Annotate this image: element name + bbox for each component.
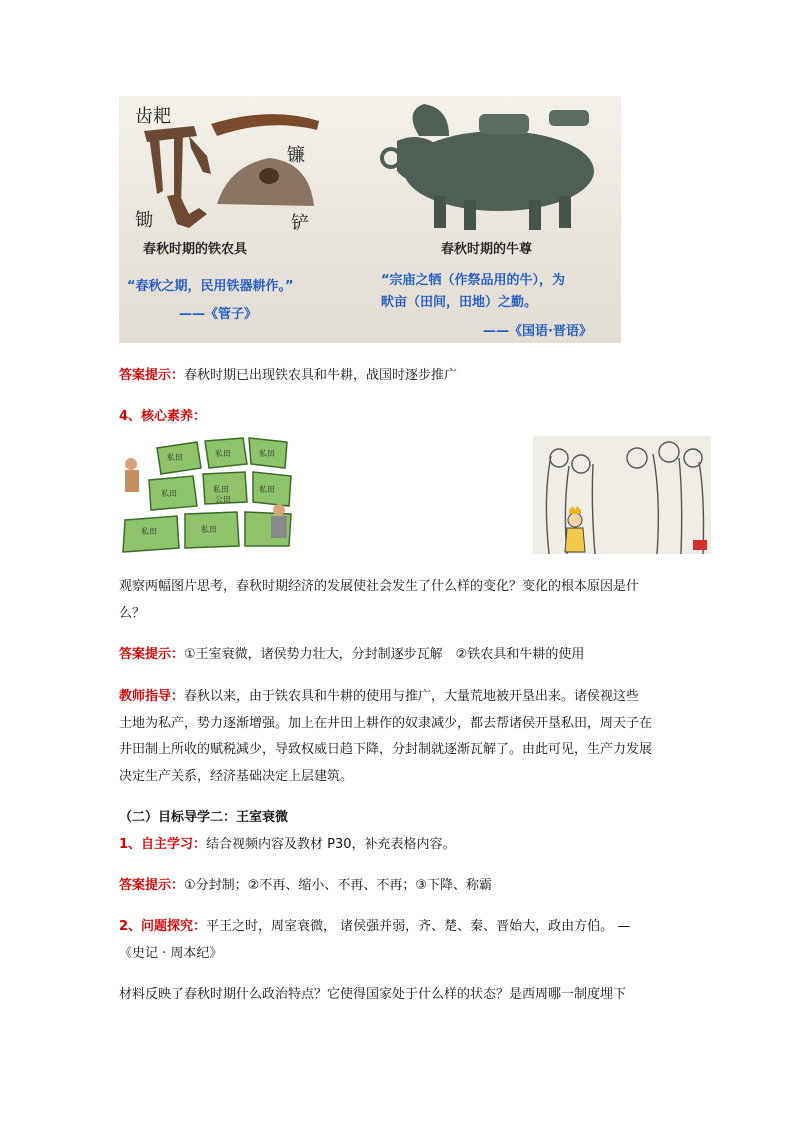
plot-label: 私田	[141, 527, 157, 536]
caption-iron-tools: 春秋时期的铁农具	[143, 242, 248, 257]
iron-hoe-shape	[167, 194, 207, 228]
caption-ox-zun: 春秋时期的牛尊	[441, 242, 533, 257]
question-line-1: 观察两幅图片思考，春秋时期经济的发展使社会发生了什么样的变化？变化的根本原因是什	[119, 579, 640, 594]
plot-label: 私田	[213, 485, 229, 494]
teacher-guidance-line-1	[119, 687, 639, 707]
teacher-text-1: 春秋以来，由于铁农具和牛耕的使用与推广，大量荒地被开垦出来。诸侯视这些	[184, 689, 640, 704]
label-chipa: 齿耙	[135, 106, 171, 127]
iron-sickle-shape	[211, 114, 319, 136]
teacher-guidance-line-2: 土地为私产，势力逐渐增强。加上在井田上耕作的奴隶减少，都去帮诸侯开垦私田，周天子在	[119, 716, 653, 731]
section-4-title: 4、核心素养：	[119, 409, 207, 424]
plot-label: 私田	[201, 525, 217, 534]
teacher-label: 教师指导：	[119, 689, 185, 704]
section-two-title: （二）目标导学二：王室衰微	[119, 810, 289, 825]
label-lian: 镰	[287, 145, 305, 166]
answer-hint-1	[119, 366, 457, 386]
answer-label: 答案提示：	[119, 878, 185, 893]
answer-text: 春秋时期已出现铁农具和牛耕，战国时逐步推广	[184, 368, 458, 383]
well-field-illustration	[119, 436, 297, 554]
source-guanzi: ——《管子》	[179, 307, 258, 322]
self-study	[119, 835, 456, 855]
answer-label: 答案提示：	[119, 647, 185, 662]
quote-guoyu-line2: 畎亩（田间，田地）之勤。	[381, 295, 538, 310]
plot-label: 私田	[215, 449, 231, 458]
teacher-guidance-line-3: 井田制上所收的赋税减少，导致权威日趋下降，分封制就逐渐瓦解了。由此可见，生产力发展	[119, 742, 653, 757]
iron-rake-shape	[144, 126, 211, 206]
plot-label: 私田	[167, 453, 183, 462]
answer-hint-2	[119, 645, 584, 665]
plot-label: 公田	[215, 495, 231, 504]
quote-guanzi: “春秋之期，民用铁器耕作。”	[127, 279, 294, 294]
vassals-cartoon-illustration	[533, 436, 711, 554]
label-chan: 铲	[291, 213, 309, 234]
material-question: 材料反映了春秋时期什么政治特点？它使得国家处于什么样的状态？是西周哪一制度埋下	[119, 987, 627, 1002]
inquiry-line-2: 《史记 · 周本纪》	[119, 946, 223, 961]
self-study-label: 1、自主学习：	[119, 837, 207, 852]
answer-text: ①分封制；②不再、缩小、不再、不再；③下降、称霸	[184, 878, 492, 893]
inquiry-line-1	[119, 917, 630, 937]
plot-label: 私田	[161, 489, 177, 498]
inquiry-label: 2、问题探究：	[119, 919, 207, 934]
plot-label: 私田	[259, 449, 275, 458]
inquiry-text: 平王之时，周室衰微， 诸侯强并弱，齐、楚、秦、晋始大，政由方伯。 —	[206, 919, 631, 934]
teacher-guidance-line-4: 决定生产关系，经济基础决定上层建筑。	[119, 769, 354, 784]
quote-guoyu-line1: “宗庙之牺（作祭品用的牛），为	[381, 273, 566, 288]
figure-iron-tools-ox-zun	[119, 96, 621, 343]
vassals-cartoon-drawing	[533, 436, 711, 554]
answer-text: ①王室衰微，诸侯势力壮大，分封制逐步瓦解 ②铁农具和牛耕的使用	[184, 647, 585, 662]
source-guoyu: ——《国语·晋语》	[483, 324, 592, 339]
label-chu: 锄	[135, 210, 153, 231]
plot-label: 私田	[259, 485, 275, 494]
answer-label: 答案提示：	[119, 368, 185, 383]
question-line-2: 么？	[119, 606, 146, 621]
ox-zun-vessel	[382, 104, 594, 230]
answer-hint-3	[119, 876, 492, 896]
self-study-text: 结合视频内容及教材 P30，补充表格内容。	[206, 837, 456, 852]
